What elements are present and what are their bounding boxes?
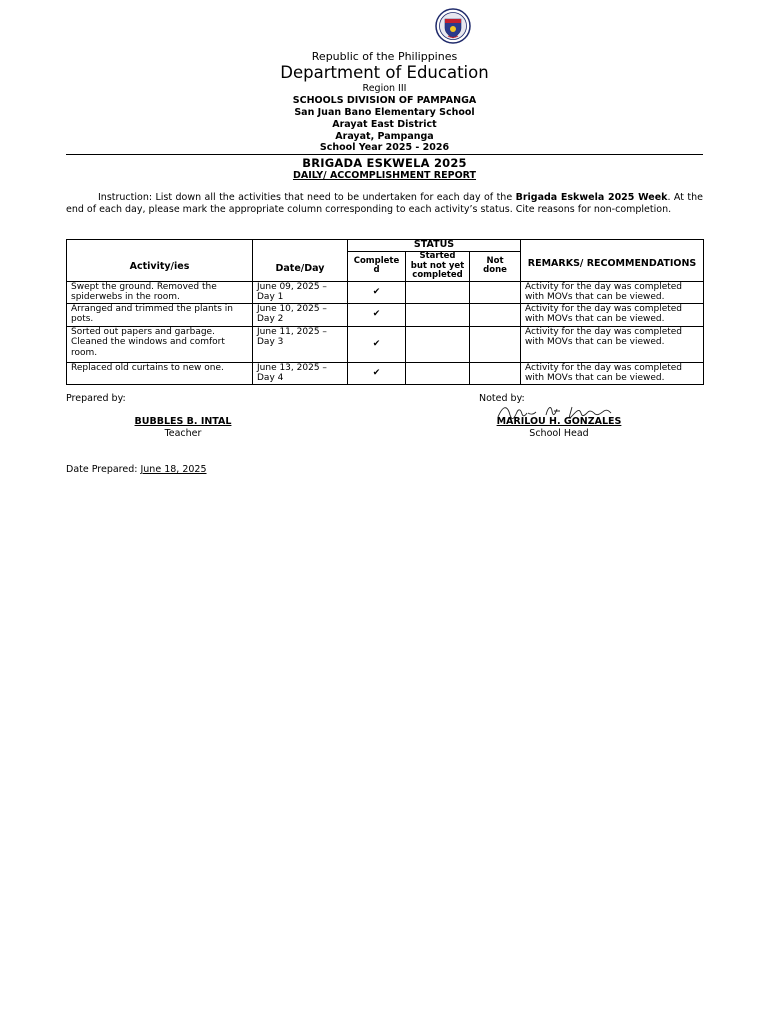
table-row bbox=[67, 362, 704, 384]
col-header-started: Started but not yet completed bbox=[406, 252, 470, 282]
cell-activity: Arranged and trimmed the plants in pots. bbox=[67, 303, 253, 326]
noted-by-name: MARILOU H. GONZALES bbox=[496, 416, 622, 427]
cell-date: June 09, 2025 – Day 1 bbox=[253, 281, 348, 303]
date-prepared bbox=[66, 464, 207, 475]
col-header-activity: Activity/ies bbox=[67, 240, 253, 282]
cell-started bbox=[406, 303, 470, 326]
cell-not-done bbox=[470, 362, 521, 384]
report-title: BRIGADA ESKWELA 2025 bbox=[302, 156, 467, 170]
date-prepared-label: Date Prepared: bbox=[66, 464, 141, 475]
header-region: Region III bbox=[362, 83, 407, 94]
date-prepared-value: June 18, 2025 bbox=[140, 464, 207, 475]
col-header-status: STATUS bbox=[348, 240, 521, 252]
instruction-text-1: Instruction: List down all the activities that need to be undertaken for each day of the bbox=[98, 192, 516, 203]
col-header-completed: Complete d bbox=[348, 252, 406, 282]
header-department: Department of Education bbox=[280, 63, 489, 82]
accomplishment-table bbox=[66, 239, 704, 385]
cell-completed: ✔ bbox=[348, 326, 406, 362]
noted-by-label: Noted by: bbox=[479, 393, 525, 404]
cell-date: June 11, 2025 – Day 3 bbox=[253, 326, 348, 362]
cell-date: June 10, 2025 – Day 2 bbox=[253, 303, 348, 326]
col-header-date: Date/Day bbox=[253, 240, 348, 282]
instruction-bold: Brigada Eskwela 2025 Week bbox=[515, 192, 668, 203]
header-school: San Juan Bano Elementary School bbox=[294, 107, 475, 118]
report-subtitle: DAILY/ ACCOMPLISHMENT REPORT bbox=[292, 170, 477, 181]
header-divider bbox=[66, 154, 703, 155]
table-row bbox=[67, 303, 704, 326]
instruction-paragraph bbox=[66, 192, 703, 216]
cell-not-done bbox=[470, 326, 521, 362]
cell-activity: Replaced old curtains to new one. bbox=[67, 362, 253, 384]
cell-remarks: Activity for the day was completed with MOVs that can be viewed. bbox=[521, 303, 704, 326]
col-header-remarks: REMARKS/ RECOMMENDATIONS bbox=[521, 240, 704, 282]
cell-activity: Swept the ground. Removed the spiderwebs in the room. bbox=[67, 281, 253, 303]
prepared-by-label: Prepared by: bbox=[66, 393, 126, 404]
col-header-not-done: Not done bbox=[470, 252, 521, 282]
table-row bbox=[67, 326, 704, 362]
cell-not-done bbox=[470, 281, 521, 303]
cell-remarks: Activity for the day was completed with MOVs that can be viewed. bbox=[521, 362, 704, 384]
cell-remarks: Activity for the day was completed with MOVs that can be viewed. bbox=[521, 281, 704, 303]
cell-activity: Sorted out papers and garbage. Cleaned the windows and comfort room. bbox=[67, 326, 253, 362]
header-district: Arayat East District bbox=[332, 119, 437, 130]
header-location: Arayat, Pampanga bbox=[335, 131, 434, 142]
cell-started bbox=[406, 281, 470, 303]
cell-remarks: Activity for the day was completed with MOVs that can be viewed. bbox=[521, 326, 704, 362]
header-republic: Republic of the Philippines bbox=[311, 50, 458, 63]
table-row bbox=[67, 281, 704, 303]
cell-started bbox=[406, 362, 470, 384]
noted-by-role: School Head bbox=[529, 428, 589, 439]
header-division: SCHOOLS DIVISION OF PAMPANGA bbox=[292, 95, 477, 106]
instruction-text-2: . At the end of each day, please mark the appropriate column corresponding to each activity’s status. Cite reasons for non-completion. bbox=[66, 192, 703, 215]
cell-completed: ✔ bbox=[348, 281, 406, 303]
cell-date: June 13, 2025 – Day 4 bbox=[253, 362, 348, 384]
cell-completed: ✔ bbox=[348, 362, 406, 384]
cell-started bbox=[406, 326, 470, 362]
header-school-year: School Year 2025 - 2026 bbox=[319, 142, 450, 153]
cell-not-done bbox=[470, 303, 521, 326]
prepared-by-role: Teacher bbox=[164, 428, 202, 439]
deped-seal-icon bbox=[435, 8, 471, 48]
cell-completed: ✔ bbox=[348, 303, 406, 326]
prepared-by-name: BUBBLES B. INTAL bbox=[134, 416, 232, 427]
